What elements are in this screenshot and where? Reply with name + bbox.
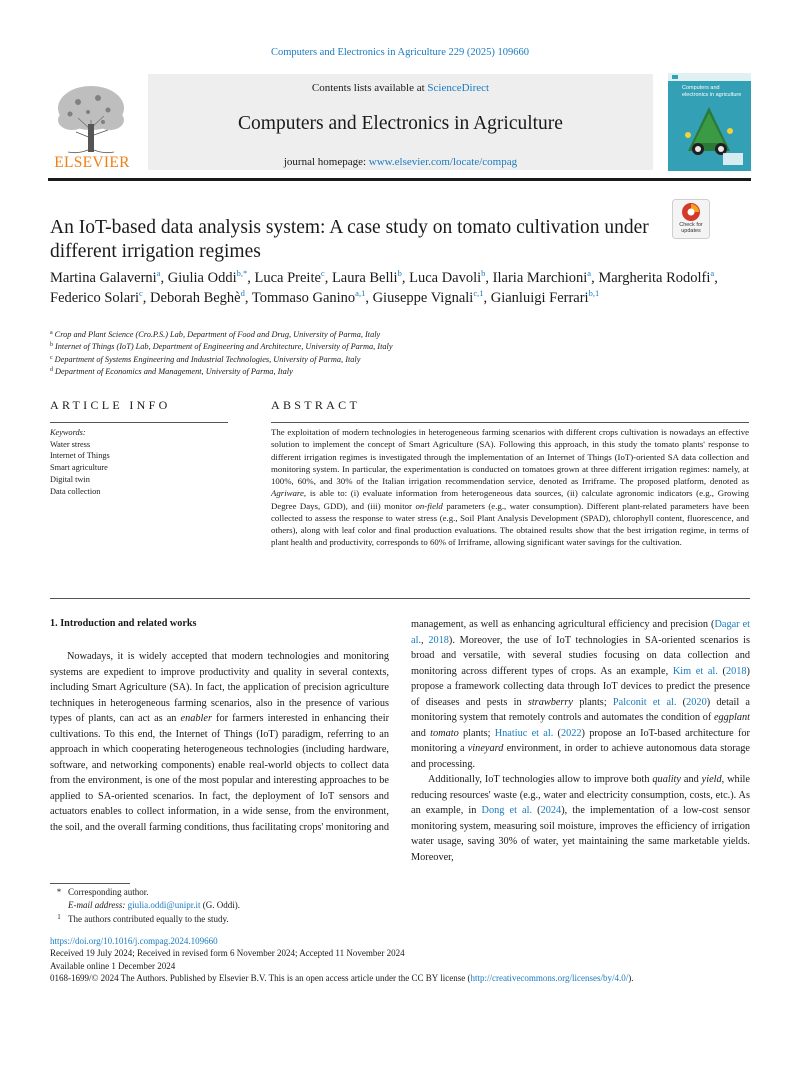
author-affiliation-mark[interactable]: c [320,268,325,279]
body-text: ) detail a monitoring system that remotely controls and automates the condition of [411,696,750,723]
license-text: 0168-1699/© 2024 The Authors. Published by Elsevier B.V. This is an open access article under the CC BY license ( [50,972,471,983]
affiliation-mark: b [50,342,53,349]
author-affiliation-mark[interactable]: d [240,287,245,298]
paper-title: An IoT-based data analysis system: A case study on tomato cultivation under different irrigation regimes [50,217,649,262]
journal-reference[interactable]: Computers and Electronics in Agriculture 229 (2025) 109660 [270,47,530,58]
footnote-corresponding [50,886,450,899]
affiliation-text: Department of Systems Engineering and Industrial Technologies, University of Parma, Italy [54,354,361,364]
keyword-item: Data collection [50,486,101,496]
footnotes [50,886,450,926]
footnote-symbol: 1 [57,913,61,921]
citation-link[interactable]: 2020 [686,696,707,708]
keywords-label: Keywords: [50,428,86,437]
check-for-updates-label: Check for updates [679,222,703,234]
author-name[interactable]: Federico Solari [50,289,139,306]
author-name[interactable]: Giuseppe Vignali [372,289,474,306]
citation-link[interactable]: 2018 [725,665,747,677]
body-text: environment, in order to achieve autonomous data storage and processing. [411,743,750,770]
body-text: plants; [458,727,495,739]
doi-link[interactable]: https://doi.org/10.1016/j.compag.2024.109660 [50,936,218,946]
body-emphasis: vineyard [467,743,504,754]
email-suffix: (G. Oddi). [200,899,240,910]
article-info-heading: ARTICLE INFO [50,398,171,412]
journal-cover-thumbnail[interactable] [668,73,751,171]
author-name[interactable]: Luca Davoli [409,270,482,286]
body-text: ) propose an IoT-based architecture for monitoring a [411,727,750,754]
keyword-item: Smart agriculture [50,463,108,473]
affiliation-item [50,328,750,340]
author-affiliation-mark[interactable]: a [710,268,715,279]
author-name[interactable]: Deborah Beghè [150,289,241,306]
keyword-item: Water stress [50,439,91,449]
received-dates: Received 19 July 2024; Received in revised form 6 November 2024; Accepted 11 November 2024 [50,948,405,959]
body-text: ( [532,805,541,816]
author-affiliation-mark[interactable]: c [139,287,143,298]
author-affiliation-mark[interactable]: b [397,268,402,279]
footnote-symbol: * [56,887,62,897]
section-heading: 1. Introduction and related works [50,618,197,629]
body-emphasis: strawberry [527,696,574,708]
keyword-item: Digital twin [50,474,90,484]
abstract-bottom-rule [50,598,750,599]
citation-link[interactable]: 2024 [540,805,562,816]
body-text: management, as well as enhancing agricultural efficiency and precision ( [411,619,715,630]
citation-link[interactable]: Dagar et al. [411,619,750,646]
header-rule [48,178,751,181]
abstract-text [271,426,749,549]
abstract-heading: ABSTRACT [271,398,361,412]
affiliation-mark: a [50,330,53,336]
author-name[interactable]: Luca Preite [254,270,321,286]
body-text: ). Moreover, the use of IoT technologies in SA-oriented scenarios is broad and versatile, with several studies focusing on data collection and monitoring across different types of crops. As an example, [411,634,750,677]
keyword-item: Internet of Things [50,451,110,461]
body-column-left [50,649,389,835]
body-text: and [681,774,702,785]
citation-link[interactable]: Kim et al. [672,665,718,677]
author-name[interactable]: Ilaria Marchioni [492,270,588,286]
body-emphasis: eggplant [713,712,750,723]
footnote-text: The authors contributed equally to the study. [68,914,229,924]
footnote-equal-contribution [50,911,450,926]
homepage-line [148,156,653,168]
body-text: , [421,634,429,646]
body-text: ), the implementation of a low-cost sensor monitoring system, measuring soil moisture, improves the efficiency of irrigation water usage, saving 30% of water, yet maintaining the same marketable yields. Moreover, [411,805,750,863]
author-affiliation-mark[interactable]: b,1 [588,287,600,298]
body-emphasis: quality [652,774,681,785]
body-emphasis: enabler [180,713,212,724]
body-text: Additionally, IoT technologies allow to improve both [428,774,653,785]
author-name[interactable]: Laura Belli [331,270,398,286]
body-text: and [411,727,431,739]
journal-title: Computers and Electronics in Agriculture [238,113,563,134]
body-emphasis: yield [701,774,722,785]
affiliation-mark: c [50,354,53,361]
affiliation-item [50,353,750,365]
affiliation-text: Department of Economics and Management, University of Parma, Italy [55,367,293,377]
abstract-part: , is able to: (i) evaluate information from heterogeneous data sources, (ii) calculate agronomic indicators (e.g., Growing Degree Days, GDD), and (iii) monitor [271,488,749,511]
license-link[interactable]: http://creativecommons.org/licenses/by/4.0/ [470,972,629,983]
author-affiliation-mark[interactable]: a [156,268,161,279]
abstract-emphasis: on-field [415,500,443,511]
citation-link[interactable]: Hnatiuc et al. [494,727,554,739]
citation-link[interactable]: 2018 [428,634,449,646]
body-text: , while reducing resources' waste (e.g., water and electricity consumption, costs, etc.). As an example, in [411,774,750,816]
article-metadata [50,935,770,984]
author-list: Martina Galaverni$^a$, Giulia Oddi$^{b,*}$, Luca Preite$^c$, Laura Belli$^b$, Luca Davoli$^b$, Ilaria Marchioni$^a$, Margherita Rodolfi$^a$, Federico Solari$^c$, Deborah Beghè$^d$, Tommaso Ganino$^{a,1}$, Giuseppe Vignali$^{c,1}$, Gianluigi Ferrari$^{b,1}$ [50,268,718,306]
author-affiliation-mark[interactable]: a [587,268,592,279]
homepage-prefix: journal homepage: [283,156,369,168]
footnote-rule [50,883,130,884]
keywords-block [50,427,228,497]
affiliation-item [50,340,750,352]
contents-line [148,82,653,94]
citation-link[interactable]: Dong et al. [481,805,533,816]
author-name[interactable]: Gianluigi Ferrari [490,289,589,306]
email-link[interactable]: giulia.oddi@unipr.it [127,899,201,910]
citation-link[interactable]: Palconit et al. [612,696,677,708]
abstract-rule [271,422,749,423]
body-text: ( [676,696,687,708]
body-text: ( [717,665,726,677]
affiliation-mark: d [50,367,53,374]
body-text: ) propose a framework collecting data through IoT devices to predict the presence of diseases and pests in [411,665,750,708]
journal-homepage-link[interactable]: www.elsevier.com/locate/compag [368,156,518,168]
citation-link[interactable]: 2022 [560,727,582,739]
affiliation-item [50,365,750,377]
author-name[interactable]: Margherita Rodolfi [598,270,711,286]
license-line [50,972,770,984]
body-paragraph [411,772,750,865]
body-text: plants; [573,696,613,708]
body-text: ( [553,727,561,739]
body-emphasis: tomato [430,727,459,739]
author-name[interactable]: Tommaso Ganino [251,289,356,306]
sciencedirect-link[interactable]: ScienceDirect [427,82,490,94]
email-label: E-mail address: [68,899,126,910]
elsevier-wordmark: ELSEVIER [54,154,130,171]
abstract-part: parameters (e.g., water consumption). Different plant-related parameters have been collected to assess the response to water stress (e.g., Soil Plant Analysis Development (SPAD), chlorophyll content, fluorescence, and others), along with leaf color and final production evaluations. The obtained results show that the best irrigation regime, in terms of plant health and productivity, corresponds to 60% of Irriframe, allowing significant water savings for the cultivation. [271,500,749,548]
body-column-right [411,617,750,865]
affiliations [50,328,750,378]
author-affiliation-mark[interactable]: a,1 [355,287,366,298]
body-text: for farmers interested in enhancing their cultivations. To this end, the Internet of Things (IoT) paradigm, referring to an approach in which cooperating heterogeneous technologies (including hardware, software, and networking components) enable real-world objects to collect data from the environment, is one of the most popular and interesting approaches to be applied to SA-oriented scenarios. In fact, the deployment of IoT sensors and actuators enables to collect information, in a wide sense, from the environment, the soil, and the overall farming conditions, thus facilitating crops' monitoring and [50,713,390,833]
body-paragraph [411,617,750,772]
abstract-emphasis: Agriware [271,488,304,499]
license-suffix: ). [628,972,634,983]
author-name[interactable]: Giulia Oddi [167,270,237,286]
affiliation-text: Internet of Things (IoT) Lab, Department of Engineering and Architecture, University of Parma, Italy [55,342,393,352]
author-affiliation-mark[interactable]: b [481,268,486,279]
author-name[interactable]: Martina Galaverni [50,270,157,286]
footnote-text: Corresponding author. [68,887,149,897]
abstract-part: The exploitation of modern technologies in heterogeneous farming scenarios with different crops cultivation is nowadays an effective solution to implement the concept of Smart Agriculture (SA). Following this approach, in this study the tomato plants' response to different irrigation regimes is investigated through the implementation of an Internet of Things (IoT)-oriented SA data collection and monitoring system. In particular, the experimentation is conducted on tomatoes grown at three different irrigation regimes: namely, at 100%, 60%, and 30% of the Italian irrigation recommendation service, denoted as Irriframe. The proposed platform, denoted as [271,427,749,486]
affiliation-text: Crop and Plant Science (Cro.P.S.) Lab, Department of Food and Drug, University of Parma, Italy [54,330,381,339]
article-info-rule [50,422,228,423]
footnote-email [50,899,450,912]
available-online-date: Available online 1 December 2024 [50,960,176,971]
author-affiliation-mark[interactable]: b,* [236,268,248,279]
author-affiliation-mark[interactable]: c,1 [473,287,484,298]
body-text: Nowadays, it is widely accepted that modern technologies and monitoring systems are expedient to improve productivity and quality in several contexts, including Smart Agriculture (SA). In fact, the application of precision agriculture techniques in heterogeneous farming scenarios, also in the presence of various types of plants, can act as an [50,651,389,724]
cover-title: Computers and electronics in agriculture [682,85,742,98]
cover-artwork [668,73,751,171]
contents-prefix: Contents lists available at [311,82,428,94]
